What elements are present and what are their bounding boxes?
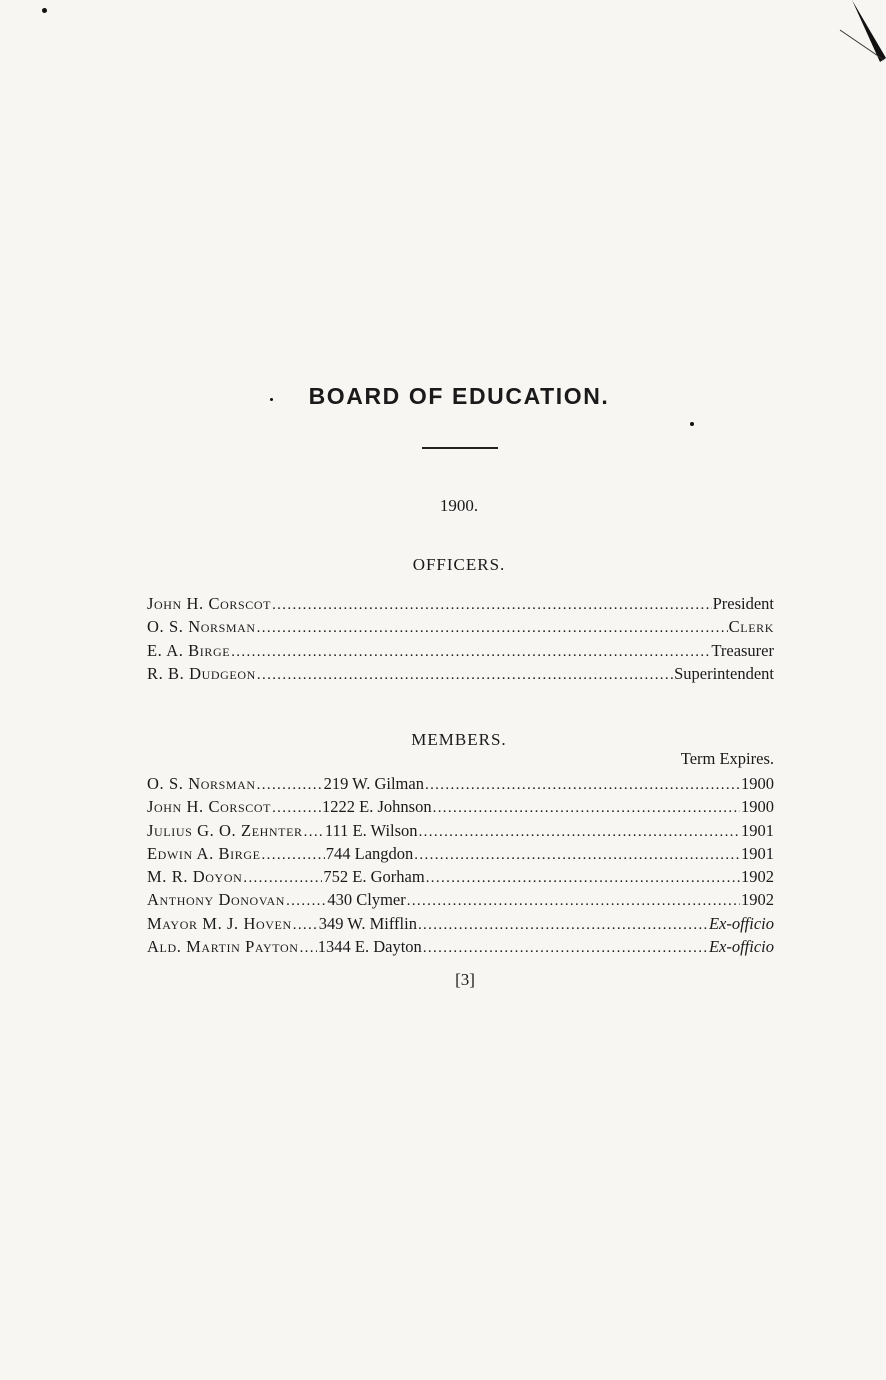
title-rule xyxy=(422,447,498,449)
officer-name: John H. Corscot xyxy=(147,594,272,613)
member-term: 1901 xyxy=(741,820,774,840)
officer-name: E. A. Birge xyxy=(147,640,231,660)
member-address: 744 Langdon xyxy=(325,843,414,863)
leader-dots xyxy=(257,777,323,794)
leader-dots xyxy=(257,667,673,684)
leader-dots xyxy=(243,870,322,887)
member-address: 752 E. Gorham xyxy=(323,867,425,887)
member-term: 1902 xyxy=(741,867,774,887)
officers-list xyxy=(147,594,774,687)
member-row xyxy=(147,774,774,797)
member-term: Ex-officio xyxy=(708,913,774,933)
leader-dots xyxy=(425,777,740,794)
members-heading: MEMBERS. xyxy=(411,730,507,749)
page-number: [3] xyxy=(455,970,475,989)
ink-speck xyxy=(42,8,47,13)
leader-dots xyxy=(414,847,740,864)
member-row xyxy=(147,937,774,960)
ink-speck xyxy=(690,422,694,426)
members-list xyxy=(147,774,774,960)
leader-dots xyxy=(423,940,708,957)
corner-mark-icon xyxy=(830,0,886,70)
leader-dots xyxy=(293,917,318,934)
member-name: Ald. Martin Payton xyxy=(147,937,299,957)
member-name: Julius G. O. Zehnter xyxy=(147,820,303,840)
member-address: 111 E. Wilson xyxy=(324,820,418,840)
leader-dots xyxy=(426,870,740,887)
leader-dots xyxy=(262,847,325,864)
leader-dots xyxy=(300,940,317,957)
officer-role: Clerk xyxy=(728,617,774,637)
officer-row xyxy=(147,594,774,617)
officer-role: Treasurer xyxy=(711,640,774,660)
member-name: O. S. Norsman xyxy=(147,774,256,793)
member-name: Edwin A. Birge xyxy=(147,843,261,863)
officer-role: Superintendent xyxy=(674,663,774,683)
leader-dots xyxy=(419,824,740,841)
member-name: Anthony Donovan xyxy=(147,890,286,910)
officer-name: O. S. Norsman xyxy=(147,617,256,637)
member-address: 1344 E. Dayton xyxy=(317,937,422,957)
leader-dots xyxy=(272,597,712,614)
page-title: BOARD OF EDUCATION. xyxy=(308,383,610,409)
leader-dots xyxy=(407,893,740,910)
member-row xyxy=(147,890,774,913)
officer-row xyxy=(147,617,774,640)
term-expires-header: Term Expires. xyxy=(680,749,774,768)
member-address: 219 W. Gilman xyxy=(323,774,424,793)
officer-row xyxy=(147,641,774,664)
officer-role: President xyxy=(712,594,774,613)
leader-dots xyxy=(231,644,710,661)
member-term: 1900 xyxy=(741,797,774,817)
member-row xyxy=(147,797,774,820)
leader-dots xyxy=(304,824,324,841)
year-label: 1900. xyxy=(439,496,479,515)
member-row xyxy=(147,844,774,867)
member-address: 349 W. Mifflin xyxy=(318,913,417,933)
officer-name: R. B. Dudgeon xyxy=(147,663,256,683)
member-address: 1222 E. Johnson xyxy=(322,797,432,817)
leader-dots xyxy=(257,620,728,637)
member-name: John H. Corscot xyxy=(147,797,272,817)
officers-heading: OFFICERS. xyxy=(412,555,506,574)
leader-dots xyxy=(433,800,740,817)
member-term: 1900 xyxy=(741,774,774,793)
member-term: 1901 xyxy=(741,843,774,863)
member-address: 430 Clymer xyxy=(327,890,406,910)
leader-dots xyxy=(272,800,321,817)
leader-dots xyxy=(418,917,708,934)
officer-row xyxy=(147,664,774,687)
member-name: M. R. Doyon xyxy=(147,867,243,887)
leader-dots xyxy=(286,893,326,910)
member-row xyxy=(147,867,774,890)
member-term: 1902 xyxy=(741,890,774,910)
member-term: Ex-officio xyxy=(708,937,774,957)
member-name: Mayor M. J. Hoven xyxy=(147,913,292,933)
member-row xyxy=(147,821,774,844)
member-row xyxy=(147,914,774,937)
